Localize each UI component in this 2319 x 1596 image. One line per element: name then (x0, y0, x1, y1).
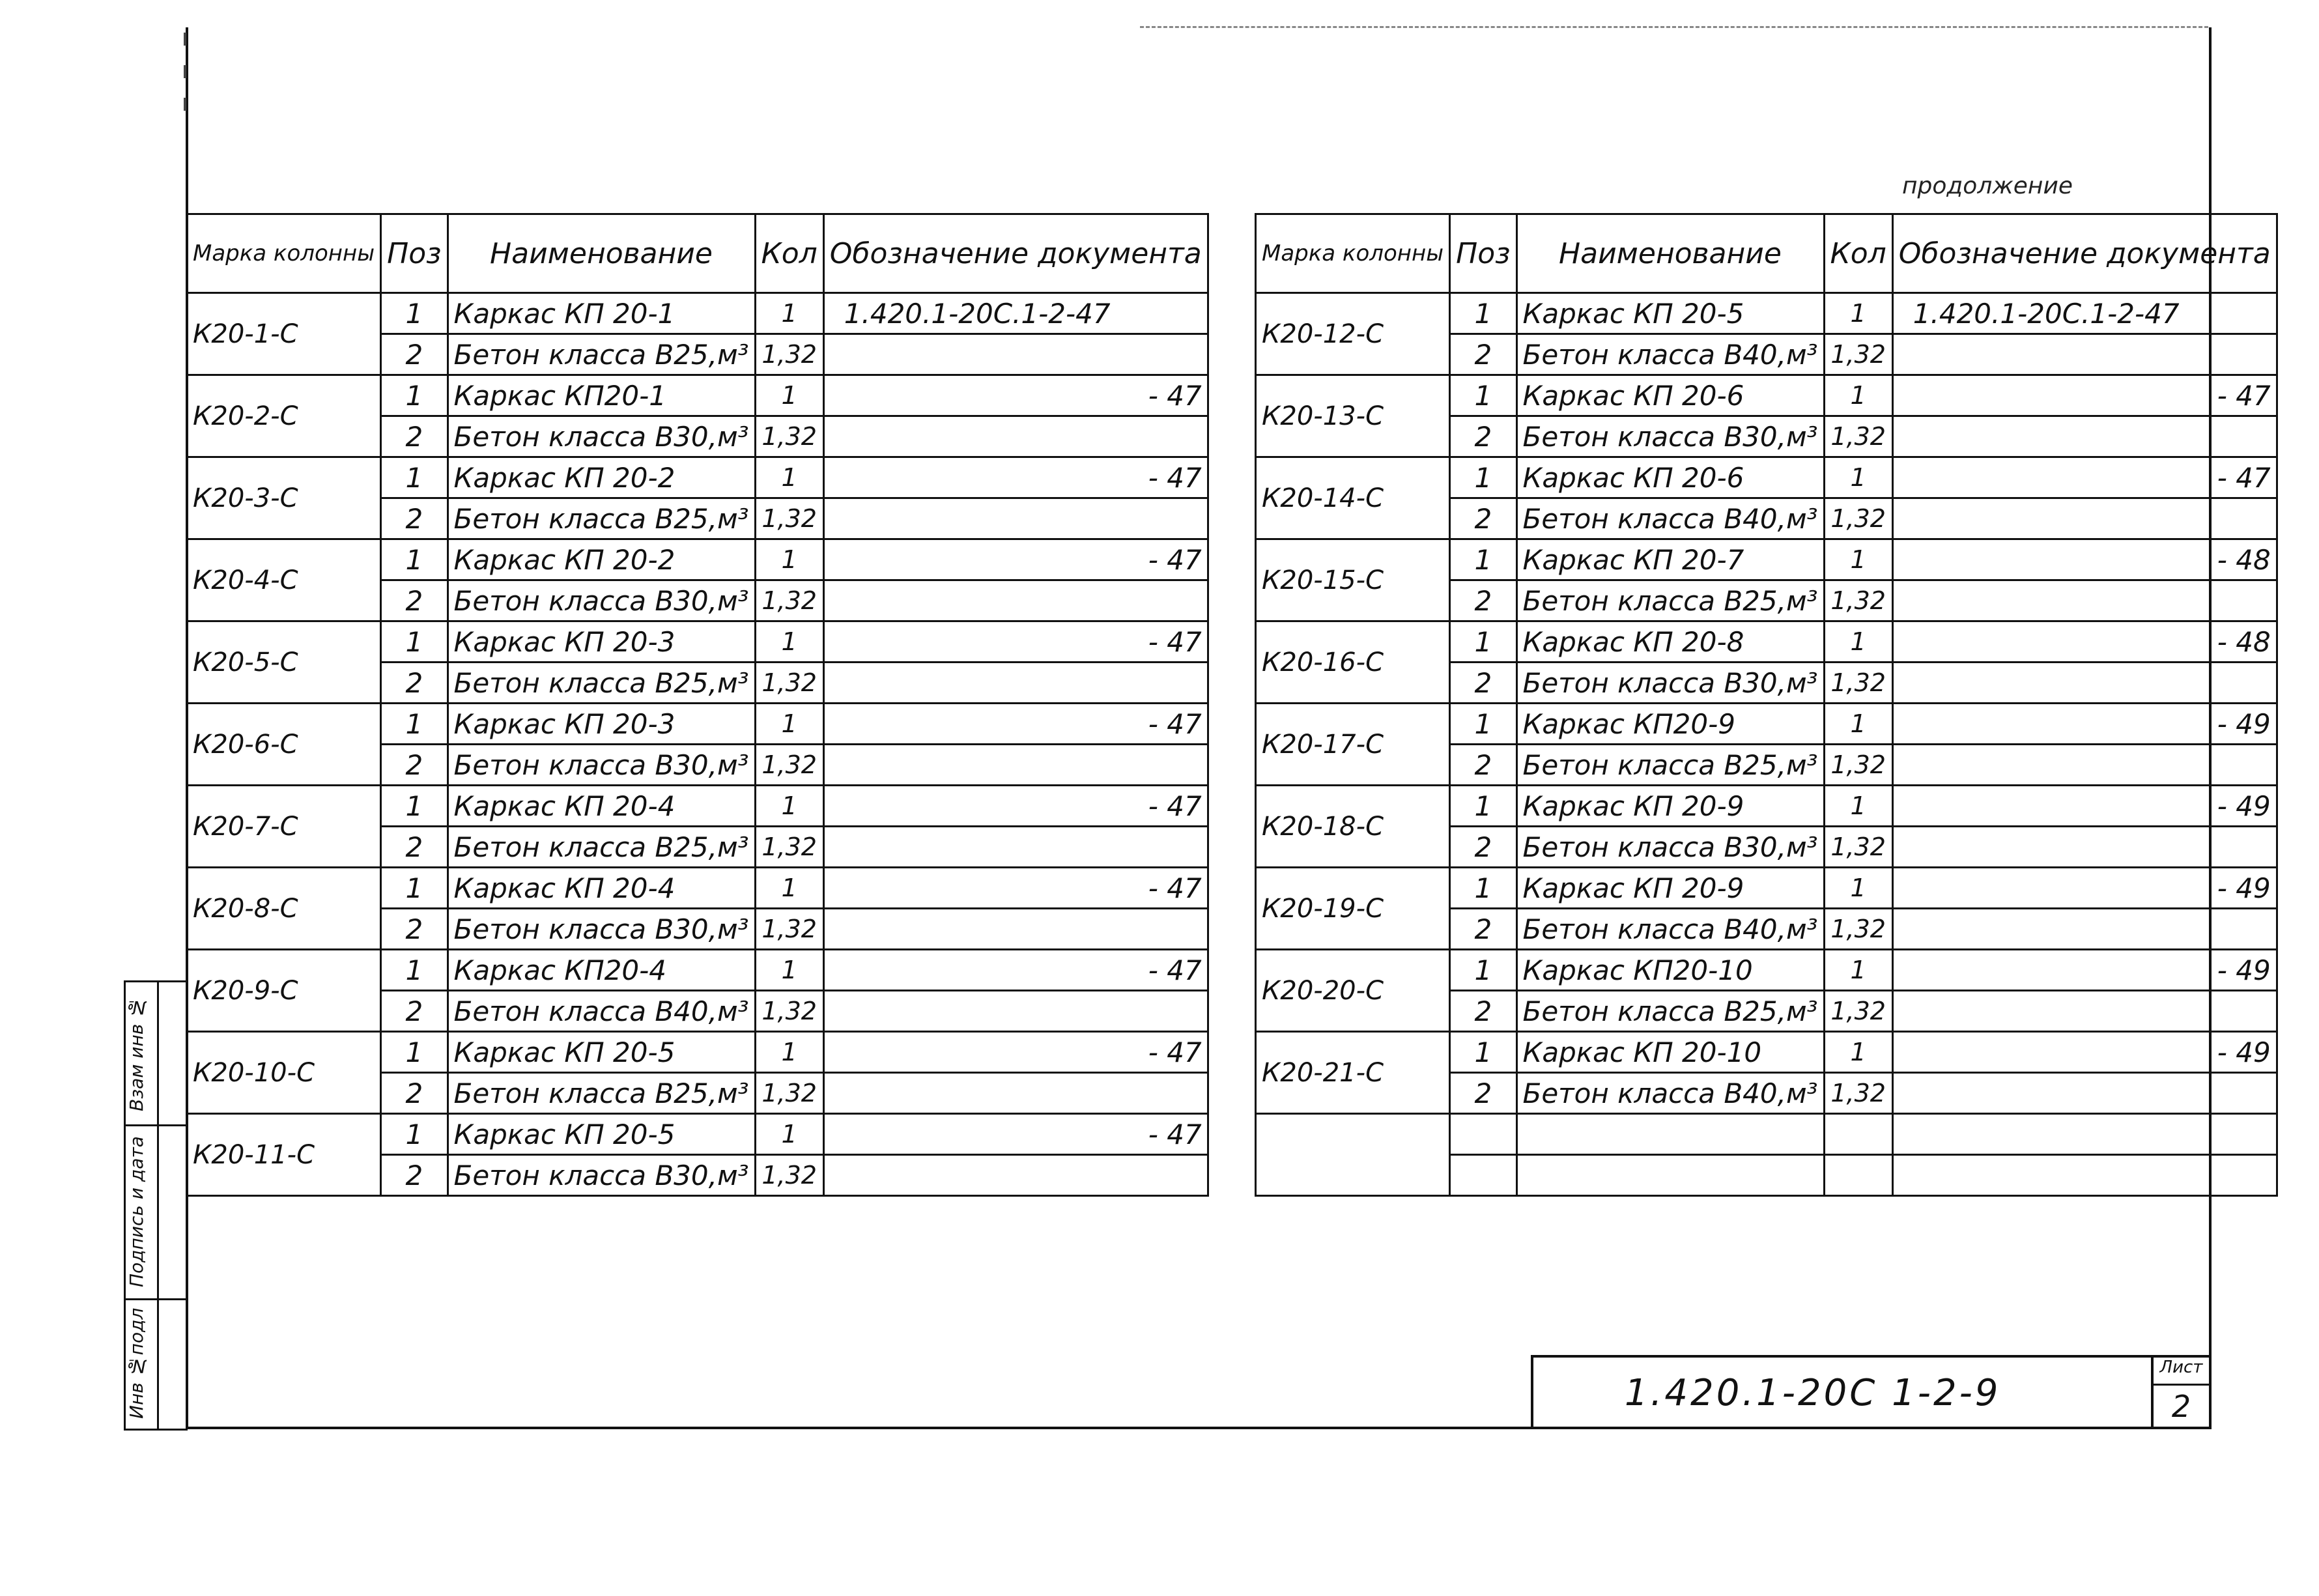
position-cell: 2 (381, 334, 448, 375)
strip-divider (126, 1298, 188, 1300)
item-name: Каркас КП 20-5 (448, 1032, 755, 1073)
document-designation: - 48 (1892, 621, 2277, 663)
position-cell: 2 (1450, 580, 1516, 621)
quantity-cell: 1,32 (755, 909, 823, 950)
document-designation (1892, 827, 2277, 868)
quantity-cell (1824, 1114, 1892, 1155)
item-name: Бетон класса В30,м³ (448, 580, 755, 621)
position-cell: 2 (1450, 663, 1516, 704)
column-mark: К20-5-С (187, 621, 381, 704)
quantity-cell: 1,32 (755, 663, 823, 704)
header-name: Наименование (1516, 214, 1824, 293)
document-designation: - 47 (1892, 375, 2277, 416)
item-name: Каркас КП20-9 (1516, 704, 1824, 745)
document-designation: - 47 (823, 375, 1208, 416)
table-row (1256, 1114, 2277, 1155)
item-name: Каркас КП 20-5 (1516, 293, 1824, 334)
quantity-cell: 1 (1824, 704, 1892, 745)
quantity-cell: 1 (755, 539, 823, 580)
document-designation: - 47 (823, 1114, 1208, 1155)
document-designation: - 49 (1892, 950, 2277, 991)
replace-inv-label: Взам инв № (126, 996, 147, 1112)
position-cell: 1 (1450, 621, 1516, 663)
item-name: Бетон класса В30,м³ (448, 909, 755, 950)
document-designation (823, 1073, 1208, 1114)
position-cell: 2 (381, 580, 448, 621)
item-name: Бетон класса В40,м³ (448, 991, 755, 1032)
table-row (187, 375, 1208, 416)
quantity-cell: 1,32 (755, 498, 823, 539)
table-row (1256, 786, 2277, 827)
item-name: Бетон класса В40,м³ (1516, 909, 1824, 950)
column-mark (1256, 1114, 1450, 1196)
quantity-cell: 1 (755, 293, 823, 334)
quantity-cell: 1 (1824, 1032, 1892, 1073)
quantity-cell: 1 (1824, 293, 1892, 334)
item-name: Бетон класса В40,м³ (1516, 1073, 1824, 1114)
quantity-cell: 1 (1824, 786, 1892, 827)
item-name: Бетон класса В25,м³ (1516, 580, 1824, 621)
document-designation (1892, 498, 2277, 539)
position-cell: 2 (381, 663, 448, 704)
document-designation (823, 909, 1208, 950)
table-row (187, 539, 1208, 580)
document-designation (1892, 663, 2277, 704)
position-cell: 1 (381, 539, 448, 580)
sheet-label: Лист (2154, 1358, 2209, 1386)
document-designation: - 49 (1892, 786, 2277, 827)
quantity-cell (1824, 1155, 1892, 1196)
quantity-cell: 1 (755, 868, 823, 909)
document-designation (823, 498, 1208, 539)
quantity-cell: 1,32 (1824, 663, 1892, 704)
item-name: Каркас КП 20-10 (1516, 1032, 1824, 1073)
column-mark: К20-7-С (187, 786, 381, 868)
header-mark: Марка колонны (187, 214, 381, 293)
quantity-cell: 1,32 (755, 334, 823, 375)
position-cell: 2 (1450, 416, 1516, 457)
item-name: Каркас КП 20-4 (448, 786, 755, 827)
item-name: Бетон класса В30,м³ (448, 1155, 755, 1196)
table-row (1256, 704, 2277, 745)
column-mark: К20-3-С (187, 457, 381, 539)
table-row (187, 868, 1208, 909)
quantity-cell: 1,32 (1824, 498, 1892, 539)
quantity-cell: 1,32 (1824, 909, 1892, 950)
position-cell: 2 (1450, 909, 1516, 950)
document-designation (1892, 991, 2277, 1032)
document-designation: - 47 (823, 621, 1208, 663)
document-designation: - 47 (1892, 457, 2277, 498)
position-cell: 1 (1450, 786, 1516, 827)
quantity-cell: 1 (1824, 375, 1892, 416)
position-cell: 1 (381, 457, 448, 498)
column-mark: К20-14-С (1256, 457, 1450, 539)
column-mark: К20-9-С (187, 950, 381, 1032)
item-name: Каркас КП 20-3 (448, 621, 755, 663)
position-cell: 1 (1450, 293, 1516, 334)
document-designation: - 48 (1892, 539, 2277, 580)
document-designation: - 47 (823, 786, 1208, 827)
table-row (1256, 621, 2277, 663)
item-name: Каркас КП 20-9 (1516, 868, 1824, 909)
table-row (187, 621, 1208, 663)
quantity-cell: 1 (1824, 950, 1892, 991)
quantity-cell: 1,32 (1824, 991, 1892, 1032)
column-mark: К20-8-С (187, 868, 381, 950)
quantity-cell: 1 (1824, 868, 1892, 909)
document-designation (823, 745, 1208, 786)
item-name: Бетон класса В25,м³ (448, 1073, 755, 1114)
quantity-cell: 1 (755, 375, 823, 416)
column-mark: К20-19-С (1256, 868, 1450, 950)
document-designation: 1.420.1-20С.1-2-47 (1892, 293, 2277, 334)
position-cell: 1 (381, 1114, 448, 1155)
position-cell: 1 (381, 704, 448, 745)
item-name: Бетон класса В25,м³ (1516, 745, 1824, 786)
item-name: Каркас КП20-10 (1516, 950, 1824, 991)
column-mark: К20-4-С (187, 539, 381, 621)
position-cell: 2 (1450, 745, 1516, 786)
quantity-cell: 1,32 (1824, 334, 1892, 375)
quantity-cell: 1,32 (1824, 1073, 1892, 1114)
quantity-cell: 1 (755, 1114, 823, 1155)
item-name (1516, 1155, 1824, 1196)
position-cell: 1 (1450, 457, 1516, 498)
item-name: Бетон класса В25,м³ (448, 334, 755, 375)
document-designation: - 47 (823, 1032, 1208, 1073)
document-designation: - 49 (1892, 868, 2277, 909)
table-row (1256, 375, 2277, 416)
position-cell: 2 (381, 909, 448, 950)
quantity-cell: 1 (755, 457, 823, 498)
item-name: Каркас КП 20-2 (448, 539, 755, 580)
document-designation (1892, 334, 2277, 375)
document-designation (1892, 1114, 2277, 1155)
quantity-cell: 1 (755, 1032, 823, 1073)
document-designation (823, 334, 1208, 375)
quantity-cell: 1,32 (1824, 416, 1892, 457)
item-name (1516, 1114, 1824, 1155)
quantity-cell: 1,32 (1824, 827, 1892, 868)
position-cell (1450, 1114, 1516, 1155)
item-name: Каркас КП20-1 (448, 375, 755, 416)
document-designation: - 49 (1892, 704, 2277, 745)
item-name: Каркас КП 20-9 (1516, 786, 1824, 827)
item-name: Бетон класса В30,м³ (1516, 416, 1824, 457)
top-border-line (1140, 26, 2208, 28)
document-designation (1892, 1073, 2277, 1114)
table-row (187, 293, 1208, 334)
column-mark: К20-17-С (1256, 704, 1450, 786)
document-designation (1892, 909, 2277, 950)
document-designation (823, 827, 1208, 868)
quantity-cell: 1 (1824, 539, 1892, 580)
document-designation (1892, 580, 2277, 621)
document-designation: - 47 (823, 704, 1208, 745)
item-name: Каркас КП 20-2 (448, 457, 755, 498)
position-cell: 1 (1450, 1032, 1516, 1073)
item-name: Каркас КП 20-7 (1516, 539, 1824, 580)
edge-tick (184, 98, 186, 111)
left-spec-table (186, 213, 1209, 1197)
table-row (187, 786, 1208, 827)
position-cell: 1 (381, 375, 448, 416)
document-designation: - 47 (823, 868, 1208, 909)
item-name: Бетон класса В25,м³ (448, 827, 755, 868)
quantity-cell: 1,32 (755, 1155, 823, 1196)
table-row (187, 457, 1208, 498)
header-doc: Обозначение документа (1892, 214, 2277, 293)
position-cell: 2 (1450, 1073, 1516, 1114)
position-cell: 1 (1450, 704, 1516, 745)
column-mark: К20-10-С (187, 1032, 381, 1114)
position-cell: 2 (381, 498, 448, 539)
position-cell: 1 (381, 868, 448, 909)
position-cell: 1 (1450, 375, 1516, 416)
quantity-cell: 1 (755, 621, 823, 663)
quantity-cell: 1,32 (1824, 745, 1892, 786)
approval-strip (124, 980, 188, 1431)
position-cell: 1 (381, 1032, 448, 1073)
quantity-cell: 1,32 (755, 416, 823, 457)
strip-divider (126, 1124, 188, 1126)
table-row (1256, 950, 2277, 991)
position-cell: 2 (1450, 991, 1516, 1032)
document-designation: - 47 (823, 539, 1208, 580)
header-mark: Марка колонны (1256, 214, 1450, 293)
document-designation: - 47 (823, 950, 1208, 991)
quantity-cell: 1,32 (755, 827, 823, 868)
table-row (187, 950, 1208, 991)
column-mark: К20-16-С (1256, 621, 1450, 704)
quantity-cell: 1,32 (755, 1073, 823, 1114)
column-mark: К20-2-С (187, 375, 381, 457)
title-block (1531, 1355, 2209, 1429)
column-mark: К20-13-С (1256, 375, 1450, 457)
inv-no-label: Инв №подл (126, 1307, 147, 1419)
item-name: Каркас КП20-4 (448, 950, 755, 991)
item-name: Каркас КП 20-3 (448, 704, 755, 745)
document-designation (1892, 416, 2277, 457)
position-cell: 2 (381, 1073, 448, 1114)
table-row (1256, 457, 2277, 498)
position-cell: 1 (381, 950, 448, 991)
quantity-cell: 1,32 (755, 580, 823, 621)
document-designation (1892, 1155, 2277, 1196)
header-doc: Обозначение документа (823, 214, 1208, 293)
column-mark: К20-12-С (1256, 293, 1450, 375)
position-cell: 2 (1450, 334, 1516, 375)
document-designation: - 47 (823, 457, 1208, 498)
table-row (1256, 868, 2277, 909)
item-name: Бетон класса В30,м³ (1516, 663, 1824, 704)
table-row (1256, 539, 2277, 580)
item-name: Бетон класса В40,м³ (1516, 334, 1824, 375)
document-designation: - 49 (1892, 1032, 2277, 1073)
position-cell: 2 (381, 416, 448, 457)
quantity-cell: 1 (755, 786, 823, 827)
item-name: Бетон класса В30,м³ (1516, 827, 1824, 868)
edge-tick (184, 65, 186, 78)
item-name: Бетон класса В25,м³ (1516, 991, 1824, 1032)
quantity-cell: 1,32 (1824, 580, 1892, 621)
position-cell: 2 (1450, 827, 1516, 868)
column-mark: К20-18-С (1256, 786, 1450, 868)
column-mark: К20-1-С (187, 293, 381, 375)
position-cell: 2 (381, 1155, 448, 1196)
header-row (187, 214, 1208, 293)
item-name: Бетон класса В30,м³ (448, 416, 755, 457)
table-row (1256, 1032, 2277, 1073)
header-pos: Поз (1450, 214, 1516, 293)
document-code: 1.420.1-20С 1-2-9 (1625, 1372, 2001, 1414)
item-name: Каркас КП 20-5 (448, 1114, 755, 1155)
table-row (187, 1032, 1208, 1073)
document-designation (823, 663, 1208, 704)
item-name: Каркас КП 20-8 (1516, 621, 1824, 663)
quantity-cell: 1 (1824, 621, 1892, 663)
quantity-cell: 1,32 (755, 745, 823, 786)
table-row (187, 1114, 1208, 1155)
position-cell: 1 (381, 293, 448, 334)
header-qty: Кол (755, 214, 823, 293)
column-mark: К20-11-С (187, 1114, 381, 1196)
quantity-cell: 1 (755, 704, 823, 745)
position-cell (1450, 1155, 1516, 1196)
item-name: Бетон класса В30,м³ (448, 745, 755, 786)
item-name: Каркас КП 20-1 (448, 293, 755, 334)
document-designation: 1.420.1-20С.1-2-47 (823, 293, 1208, 334)
item-name: Каркас КП 20-6 (1516, 375, 1824, 416)
position-cell: 1 (381, 786, 448, 827)
position-cell: 2 (1450, 498, 1516, 539)
edge-tick (184, 33, 186, 46)
column-mark: К20-6-С (187, 704, 381, 786)
position-cell: 1 (381, 621, 448, 663)
header-row (1256, 214, 2277, 293)
header-name: Наименование (448, 214, 755, 293)
column-mark: К20-20-С (1256, 950, 1450, 1032)
position-cell: 1 (1450, 539, 1516, 580)
quantity-cell: 1 (755, 950, 823, 991)
item-name: Каркас КП 20-4 (448, 868, 755, 909)
table-row (1256, 293, 2277, 334)
sign-date-label: Подпись и дата (126, 1136, 147, 1288)
column-mark: К20-15-С (1256, 539, 1450, 621)
table-row (187, 704, 1208, 745)
document-designation (823, 991, 1208, 1032)
header-pos: Поз (381, 214, 448, 293)
item-name: Бетон класса В25,м³ (448, 663, 755, 704)
quantity-cell: 1 (1824, 457, 1892, 498)
header-qty: Кол (1824, 214, 1892, 293)
position-cell: 1 (1450, 950, 1516, 991)
document-designation (823, 416, 1208, 457)
position-cell: 2 (381, 745, 448, 786)
quantity-cell: 1,32 (755, 991, 823, 1032)
position-cell: 2 (381, 827, 448, 868)
document-designation (823, 1155, 1208, 1196)
position-cell: 1 (1450, 868, 1516, 909)
position-cell: 2 (381, 991, 448, 1032)
document-designation (1892, 745, 2277, 786)
continuation-label: продолжение (1902, 173, 2073, 199)
sheet-number: 2 (2171, 1389, 2191, 1424)
item-name: Каркас КП 20-6 (1516, 457, 1824, 498)
document-designation (823, 580, 1208, 621)
right-spec-table (1255, 213, 2278, 1197)
item-name: Бетон класса В25,м³ (448, 498, 755, 539)
sheet-box (2151, 1358, 2209, 1429)
item-name: Бетон класса В40,м³ (1516, 498, 1824, 539)
column-mark: К20-21-С (1256, 1032, 1450, 1114)
